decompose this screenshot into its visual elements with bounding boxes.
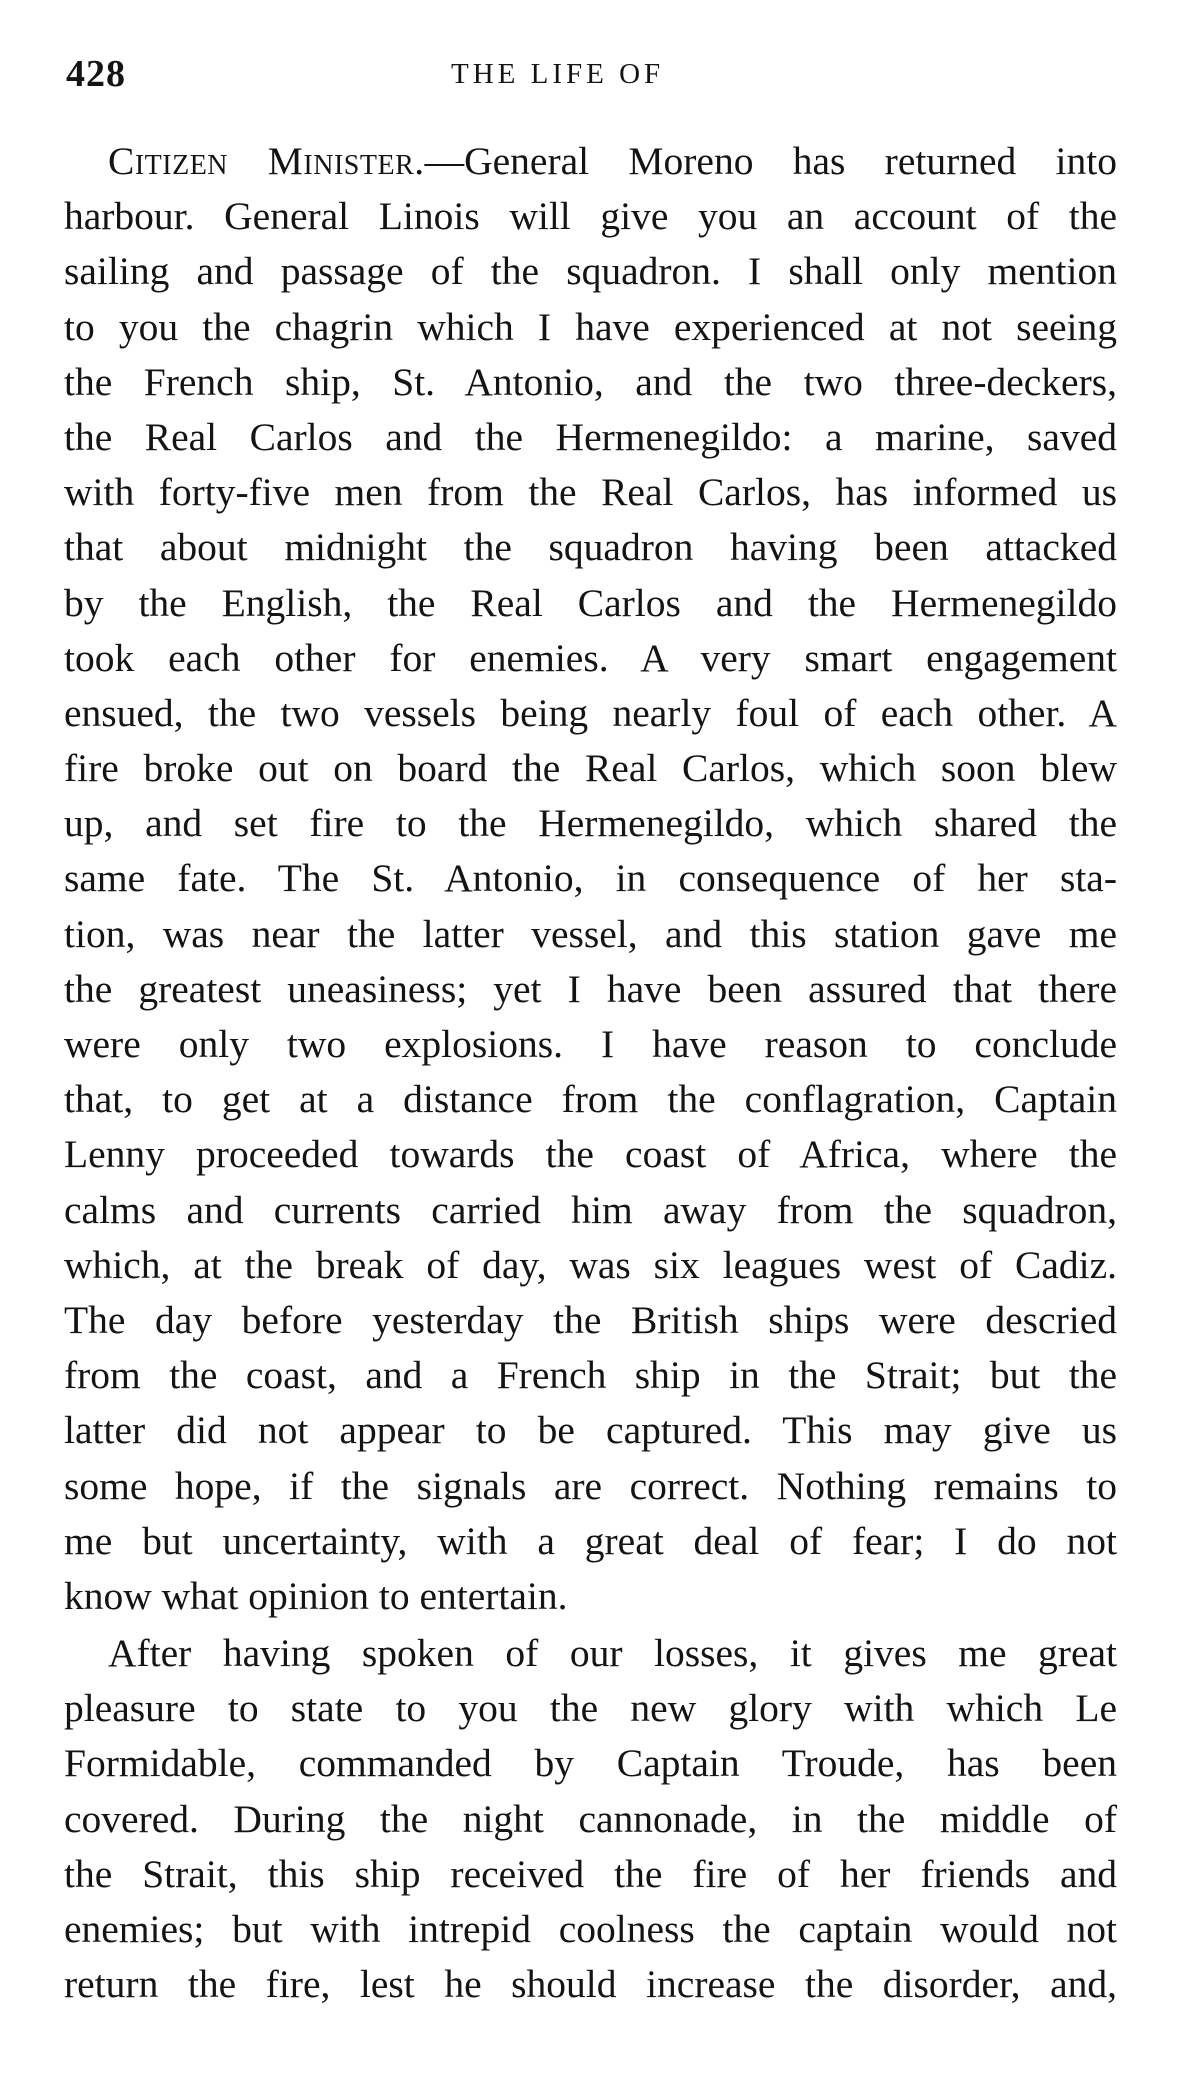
text-line: were only two explosions. I have reason to conclude	[64, 1022, 1117, 1066]
paragraph-1	[64, 134, 1117, 1624]
page-header	[66, 52, 1116, 102]
text-line: The day before yesterday the British ships were descried	[64, 1297, 1117, 1342]
text-line: the French ship, St. Antonio, and the two three-deckers,	[64, 359, 1117, 404]
page-number: 428	[66, 53, 126, 95]
text-line: with forty-five men from the Real Carlos, has informed us	[64, 470, 1117, 515]
text-line: know what opinion to entertain.	[64, 1573, 568, 1618]
text-line: ensued, the two vessels being nearly foul of each other. A	[64, 690, 1117, 735]
text-line: to you the chagrin which I have experienced at not seeing	[64, 304, 1117, 349]
text-line: enemies; but with intrepid coolness the captain would not	[64, 1907, 1117, 1951]
text-line: tion, was near the latter vessel, and this station gave me	[64, 911, 1117, 956]
text-line: from the coast, and a French ship in the Strait; but the	[64, 1353, 1117, 1398]
text-line: that about midnight the squadron having been attacked	[64, 525, 1117, 570]
text-line: which, at the break of day, was six leagues west of Cadiz.	[64, 1242, 1117, 1287]
text-line: the Real Carlos and the Hermenegildo: a marine, saved	[64, 414, 1117, 459]
text-line: Formidable, commanded by Captain Troude, has been	[64, 1741, 1117, 1786]
text-line: Lenny proceeded towards the coast of Africa, where the	[64, 1132, 1117, 1177]
text-line: covered. During the night cannonade, in the middle of	[64, 1796, 1117, 1841]
text-line: took each other for enemies. A very smart engagement	[64, 635, 1117, 680]
running-head: THE LIFE OF	[451, 58, 665, 90]
text-line: fire broke out on board the Real Carlos, which soon blew	[64, 746, 1117, 791]
text-line: latter did not appear to be captured. This may give us	[64, 1408, 1117, 1453]
text-line: calms and currents carried him away from the squadron,	[64, 1187, 1117, 1232]
salutation: Citizen Minister.	[108, 139, 425, 183]
text-line: that, to get at a distance from the conflagration, Captain	[64, 1077, 1117, 1122]
line-text: —General Moreno has returned into	[424, 139, 1117, 183]
paragraph-2	[64, 1626, 1117, 2012]
body-text	[64, 134, 1117, 2012]
text-line: by the English, the Real Carlos and the Hermenegildo	[64, 580, 1117, 625]
text-line: the Strait, this ship received the fire of her friends and	[64, 1851, 1117, 1896]
text-line: After having spoken of our losses, it gives me great	[108, 1631, 1117, 1676]
text-line: same fate. The St. Antonio, in consequence of her sta-	[64, 856, 1117, 901]
text-line: harbour. General Linois will give you an account of the	[64, 194, 1117, 239]
text-line	[64, 134, 1117, 189]
text-line: me but uncertainty, with a great deal of fear; I do not	[64, 1518, 1117, 1563]
text-line: return the fire, lest he should increase the disorder, and,	[64, 1962, 1117, 2007]
text-line: pleasure to state to you the new glory with which Le	[64, 1686, 1117, 1731]
text-line: the greatest uneasiness; yet I have been assured that there	[64, 966, 1117, 1011]
text-line: sailing and passage of the squadron. I shall only mention	[64, 249, 1117, 294]
text-line: up, and set fire to the Hermenegildo, which shared the	[64, 801, 1117, 846]
text-line: some hope, if the signals are correct. Nothing remains to	[64, 1463, 1117, 1508]
